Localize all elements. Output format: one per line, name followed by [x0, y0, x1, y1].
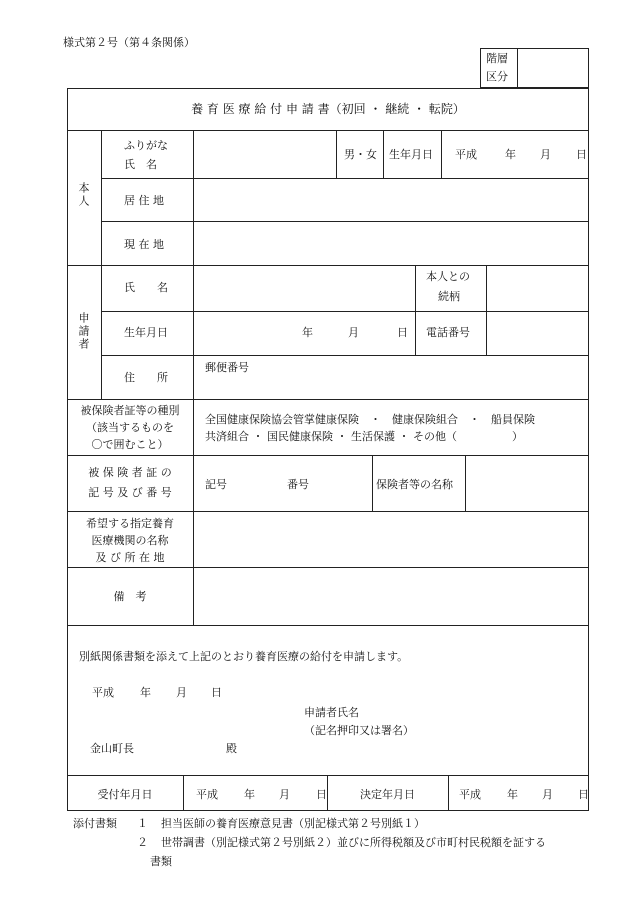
applicant-name-signature-label: 申請者氏名 [304, 706, 359, 719]
postal-code-label: 郵便番号 [205, 361, 249, 374]
received-date-label: 受付年月日 [97, 788, 153, 801]
insurance-options-line-1: 全国健康保険協会管掌健康保険 ・ 健康保険組合 ・ 船員保険 [205, 413, 535, 426]
received-era: 平成 [196, 788, 218, 801]
attachments-label: 添付書類 [73, 817, 117, 830]
tier-label-1: 階層 [486, 52, 508, 65]
form-title: 養 育 医 療 給 付 申 請 書（初回 ・ 継続 ・ 転院） [191, 102, 465, 116]
decided-era: 平成 [459, 788, 481, 801]
attachment-number-1: １ [137, 817, 148, 830]
principal-birth-month: 月 [540, 148, 551, 161]
declaration-text: 別紙関係書類を添えて上記のとおり養育医療の給付を申請します。 [79, 650, 409, 663]
residence-label: 居 住 地 [124, 194, 164, 207]
gender-label: 男・女 [344, 148, 377, 161]
principal-birth-label: 生年月日 [389, 148, 433, 161]
insurance-options-line-2: 共済組合 ・ 国民健康保険 ・ 生活保護 ・ その他（ ） [205, 430, 523, 443]
phone-label: 電話番号 [426, 326, 470, 339]
applicant-address-label: 住 所 [124, 371, 168, 384]
decided-day: 日 [578, 788, 589, 801]
principal-birth-era: 平成 [455, 148, 477, 161]
principal-birth-year: 年 [505, 148, 516, 161]
honorific: 殿 [226, 742, 237, 755]
principal-name-label: 氏 名 [124, 158, 157, 171]
declaration-month: 月 [176, 686, 187, 699]
insurance-type-label-3: 〇で囲むこと） [91, 438, 169, 451]
applicant-birth-day: 日 [397, 326, 408, 339]
current-location-label: 現 在 地 [124, 238, 164, 251]
received-day: 日 [316, 788, 327, 801]
decided-date-label: 決定年月日 [360, 788, 415, 801]
applicant-birth-label: 生年月日 [124, 326, 168, 339]
insurance-type-label-1: 被保険者証等の種別 [80, 404, 180, 417]
applicant-name-label: 氏 名 [124, 281, 168, 294]
decided-month: 月 [542, 788, 553, 801]
attachment-item-1: 担当医師の養育医療意見書（別記様式第２号別紙１） [161, 817, 425, 830]
declaration-era: 平成 [92, 686, 114, 699]
tier-label-2: 区分 [486, 70, 508, 83]
relation-label-1: 本人との [426, 270, 470, 283]
declaration-day: 日 [211, 686, 222, 699]
applicant-birth-month: 月 [348, 326, 359, 339]
insurance-type-label-2: （該当するものを [86, 421, 174, 434]
attachment-item-2b: 書類 [150, 855, 172, 868]
institution-label-1: 希望する指定養育 [86, 517, 174, 530]
received-month: 月 [279, 788, 290, 801]
decided-year: 年 [507, 788, 518, 801]
number-label: 番号 [287, 478, 309, 491]
institution-label-3: 及 び 所 在 地 [95, 551, 165, 564]
addressee: 金山町長 [90, 742, 134, 755]
symbol-label: 記号 [205, 478, 227, 491]
principal-section-label: 本人 [77, 182, 90, 208]
insurer-name-label: 保険者等の名称 [376, 478, 453, 491]
form-number: 様式第２号（第４条関係） [63, 36, 195, 49]
insurance-number-label-1: 被 保 険 者 証 の [88, 466, 172, 479]
remarks-label: 備 考 [113, 590, 147, 603]
received-year: 年 [244, 788, 255, 801]
attachment-item-2a: 世帯調書（別記様式第２号別紙２）並びに所得税額及び市町村民税額を証する [161, 836, 546, 849]
institution-label-2: 医療機関の名称 [91, 534, 169, 547]
seal-note: （記名押印又は署名） [304, 724, 414, 737]
principal-birth-day: 日 [576, 148, 587, 161]
relation-label-2: 続柄 [438, 290, 460, 303]
applicant-section-label: 申請者 [77, 312, 90, 351]
furigana-label: ふりがな [124, 139, 168, 152]
insurance-number-label-2: 記 号 及 び 番 号 [88, 486, 172, 499]
declaration-year: 年 [140, 686, 151, 699]
attachment-number-2: ２ [137, 836, 148, 849]
applicant-birth-year: 年 [302, 326, 313, 339]
